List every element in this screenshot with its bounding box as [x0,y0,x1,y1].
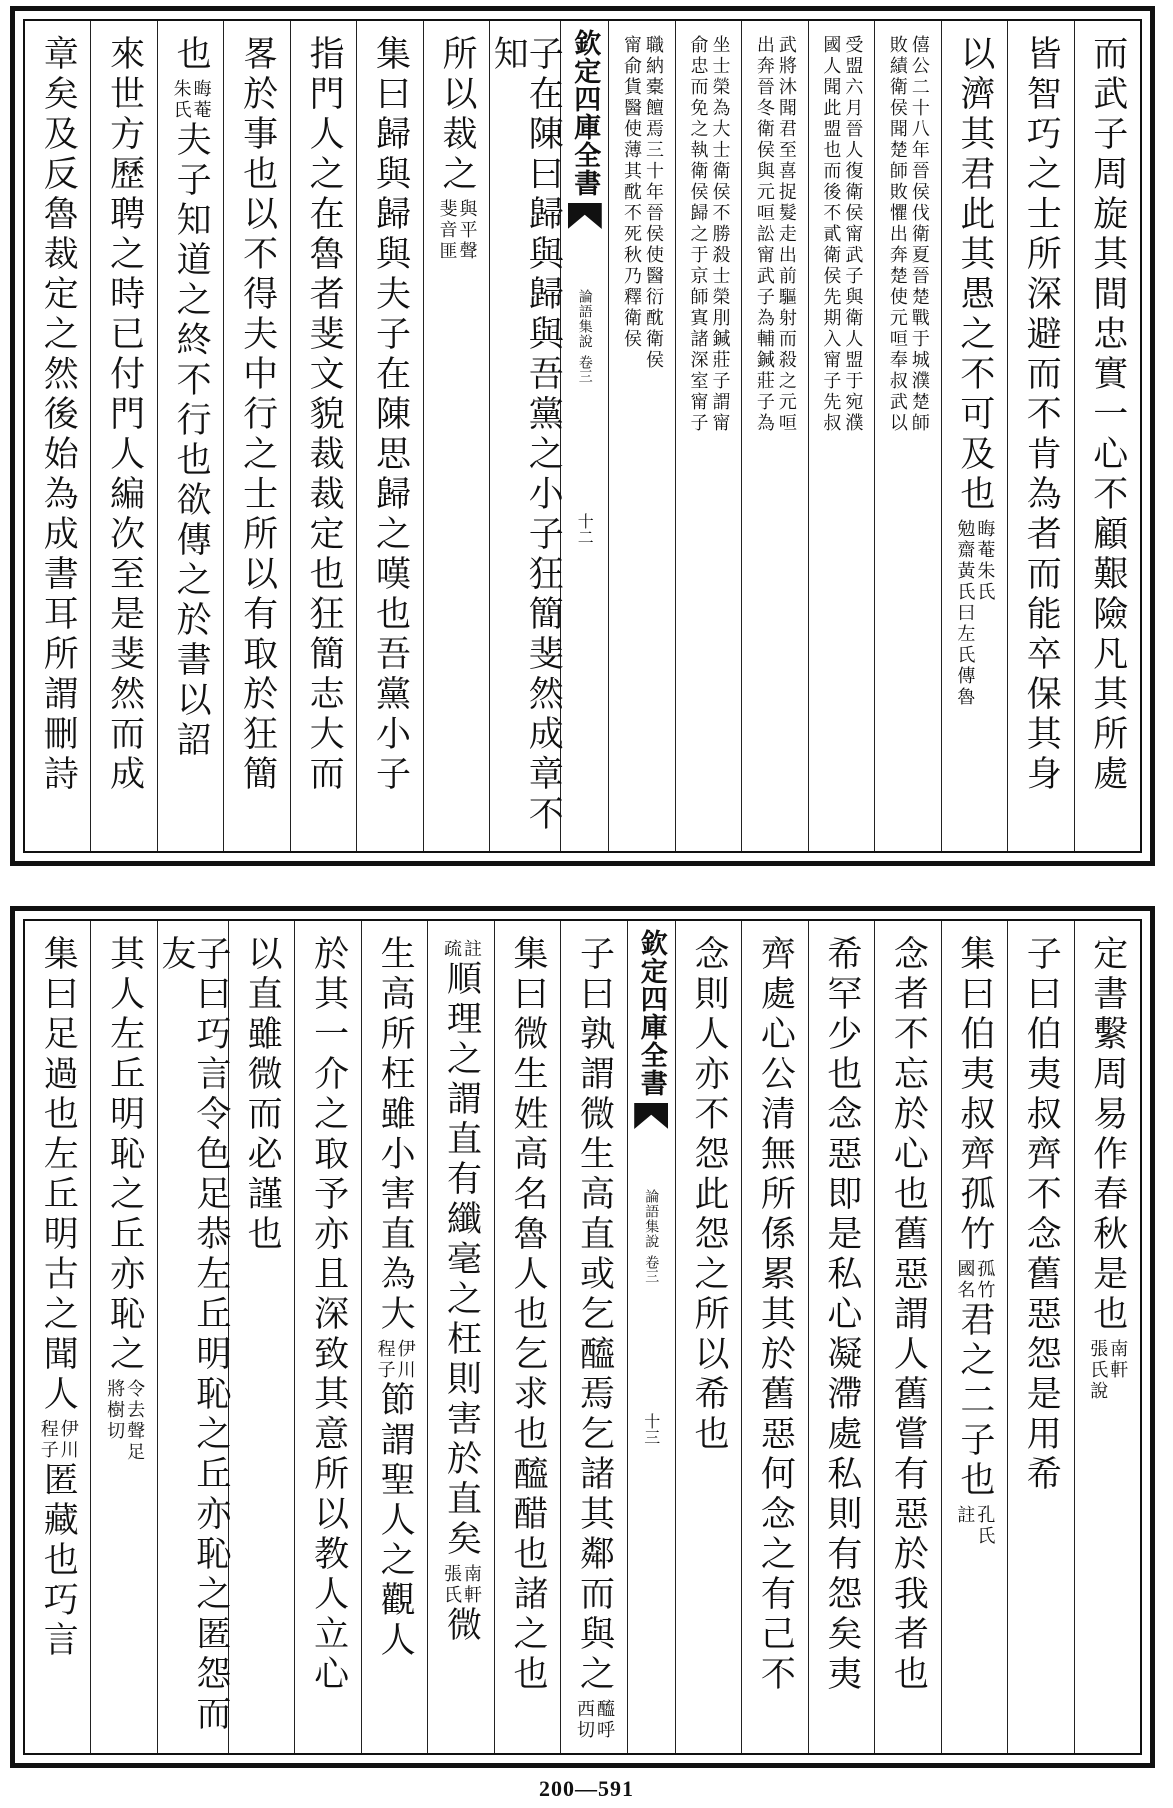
text-column [356,21,422,851]
column-text-continued: 順理之謂直有纖毫之枉則害於直矣 [441,960,482,1560]
column-note-right: 南軒 [1107,1339,1129,1381]
fishtail-ornament [568,203,602,229]
column-second-note-left: 註 [954,1505,976,1526]
text-column [494,921,560,1753]
gutter-book-title: 論語集說 [576,289,593,349]
text-column [741,921,807,1753]
column-note [954,519,996,708]
column-text-continued: 節謂聖人之觀人 [375,1381,416,1661]
column-text-continued: 夫子知道之終不行也欲傳之於書以詔 [171,121,212,761]
text-column [560,921,626,1753]
column-note-left: 西切 [573,1699,595,1741]
text-column [808,921,874,1753]
text-column [608,21,674,851]
text-column [290,21,356,851]
column-text: 念則人亦不怨此怨之所以希也 [688,935,729,1455]
column-second-note [441,1564,483,1606]
column-text: 生高所枉雖小害直為大 [375,935,416,1335]
column-note [575,1699,613,1741]
footer-page-code: 200—591 [539,1776,634,1801]
text-column [361,921,427,1753]
text-column [90,21,156,851]
text-column [874,21,940,851]
annotation-line-left: 甯俞貨醫使薄其酖不死秋乃釋衛侯 [620,35,642,350]
column-note-left: 疏 [441,939,463,960]
column-note-left: 程子 [37,1419,59,1461]
column-note-left: 勉齋黃氏曰左氏傳魯 [954,519,976,708]
text-column [155,921,231,1753]
column-second-note-left: 張氏 [441,1564,463,1606]
column-text: 子曰孰謂微生高直或乞醯焉乞諸其鄰而與之 [574,935,615,1695]
annotation-line-left: 國人聞此盟也而後不貳衛侯先期入甯子先叔 [820,35,842,434]
column-text: 於其一介之取予亦且深致其意所以教人立心 [308,935,349,1695]
text-column [228,921,294,1753]
text-column [488,21,564,851]
column-text: 以直雖微而必謹也 [242,935,283,1255]
column-text: 指門人之在魯者斐文貌裁裁定也狂簡志大而 [304,35,345,795]
column-text: 章矣及反魯裁定之然後始為成書耳所謂刪詩 [38,35,79,795]
text-column [294,921,360,1753]
column-text: 皆智巧之士所深避而不肯為者而能卒保其身 [1021,35,1062,795]
column-note [954,1259,996,1301]
column-text-continued: 匿藏也巧言 [38,1461,79,1661]
fishtail-ornament [634,1103,668,1129]
column-text: 子曰巧言令色足恭左丘明恥之丘亦恥之匿怨而友 [155,935,231,1735]
gutter-title: 欽定四庫全書 [635,929,667,1097]
annotation-line-right: 受盟六月晉人復衛侯甯武子與衛人盟于宛濮 [842,35,864,434]
column-text: 子在陳曰歸與歸與吾黨之小子狂簡斐然成章不知 [488,35,564,835]
column-note-right: 與平聲 [456,199,478,262]
column-text: 以濟其君此其愚之不可及也 [954,35,995,515]
column-text: 念者不忘於心也舊惡謂人舊嘗有惡於我者也 [888,935,929,1695]
column-note [39,1419,77,1461]
column-text: 畧於事也以不得夫中行之士所以有取於狂簡 [237,35,278,795]
text-column [1007,921,1073,1753]
column-note-left: 斐音匪 [436,199,458,262]
text-column [675,21,741,851]
text-column [1074,921,1140,1753]
column-text: 來世方歷聘之時已付門人編次至是斐然而成 [104,35,145,795]
column-note [376,1339,414,1381]
text-column [675,921,741,1753]
text-column [941,21,1007,851]
top-columns [25,21,1140,851]
text-column [25,21,90,851]
bottom-page [10,906,1155,1768]
text-column [874,921,940,1753]
column-text: 定書繫周易作春秋是也 [1087,935,1128,1335]
annotation-line-left: 敗績衛侯聞楚師敗懼出奔楚使元咺奉叔武以 [886,35,908,434]
column-note [438,199,476,262]
column-text: 其人左丘明恥之丘亦恥之 [104,935,145,1375]
column-note-right: 令去聲足 [124,1379,146,1463]
top-page [10,6,1155,866]
column-note-left: 張氏說 [1087,1339,1109,1402]
page-center-gutter [560,21,608,851]
gutter-title: 欽定四庫全書 [569,29,601,197]
annotation-line-right: 職納橐饘焉三十年晉侯使醫衍酖衛侯 [642,35,664,371]
column-text: 集曰伯夷叔齊孤竹 [954,935,995,1255]
column-note [104,1379,146,1463]
column-text-continued: 君之二子也 [954,1301,995,1501]
gutter-volume: 卷三 [576,355,593,383]
column-text: 而武子周旋其間忠實一心不顧艱險凡其所處 [1087,35,1128,795]
text-column [1074,21,1140,851]
column-text: 也 [171,35,212,75]
text-column [808,21,874,851]
text-column [423,21,489,851]
column-note-right: 註 [461,939,483,960]
text-column [25,921,90,1753]
text-column [90,921,156,1753]
column-note [1087,1339,1129,1402]
column-note-right: 孤竹 [974,1259,996,1301]
column-text: 集曰微生姓高名魯人也乞求也醯醋也諸之也 [508,935,549,1695]
column-text: 所以裁之 [437,35,478,195]
page-center-gutter [627,921,675,1753]
annotation-line-right: 坐士榮為大士衛侯不勝殺士榮刖鍼莊子謂甯 [709,35,731,434]
column-note-left: 程子 [374,1339,396,1381]
text-column [1007,21,1073,851]
annotation-line-left: 出奔晉冬衛侯與元咺訟甯武子為輔鍼莊子為 [753,35,775,434]
column-text: 齊處心公清無所係累其於舊惡何念之有己不 [755,935,796,1695]
column-note [441,939,483,960]
column-note-right: 醯呼 [593,1699,615,1741]
column-second-note-right: 南軒 [461,1564,483,1606]
column-text: 希罕少也念惡即是私心凝滯處私則有怨矣夷 [821,935,862,1695]
column-note [172,79,210,121]
annotation-line-right: 武將沐聞君至喜捉髮走出前驅射而殺之元咺 [775,35,797,434]
gutter-page-number: 十二 [575,513,595,545]
annotation-line-right: 僖公二十八年晉侯伐衛夏晉楚戰于城濮楚師 [908,35,930,434]
gutter-volume: 卷三 [643,1255,660,1283]
gutter-page-number: 十三 [641,1413,661,1445]
text-column [157,21,223,851]
text-column [427,921,493,1753]
annotation-line-left: 俞忠而免之執衛侯歸之于京師寘諸深室甯子 [687,35,709,434]
column-note-left: 國名 [954,1259,976,1301]
column-text: 集曰足過也左丘明古之聞人 [38,935,79,1415]
bottom-columns [25,921,1140,1753]
column-text-final: 微 [441,1606,482,1646]
column-note-left: 朱氏 [170,79,192,121]
column-note-right: 伊川 [57,1419,79,1461]
gutter-book-title: 論語集說 [643,1189,660,1249]
text-column [741,21,807,851]
text-column [223,21,289,851]
column-note-right: 伊川 [394,1339,416,1381]
column-note-right: 晦菴 [190,79,212,121]
column-second-note-right: 孔氏 [974,1505,996,1547]
column-note-right: 晦菴朱氏 [974,519,996,603]
text-column [941,921,1007,1753]
column-note-left: 將樹切 [104,1379,126,1442]
column-text: 子曰伯夷叔齊不念舊惡怨是用希 [1021,935,1062,1495]
column-second-note [954,1505,996,1547]
column-text: 集曰歸與歸與夫子在陳思歸之嘆也吾黨小子 [370,35,411,795]
